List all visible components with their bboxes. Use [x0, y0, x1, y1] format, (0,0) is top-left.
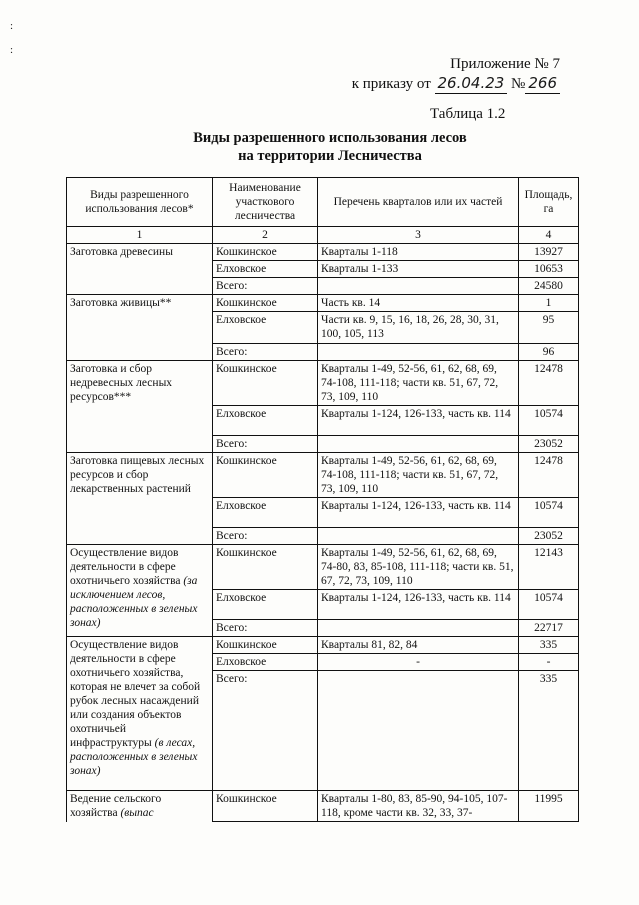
total-quarters-empty	[318, 620, 519, 637]
area-cell: 12478	[519, 453, 579, 498]
use-type-cell	[67, 244, 213, 295]
col-number: 4	[519, 227, 579, 244]
district-cell: Елховское	[213, 406, 318, 436]
total-label: Всего:	[213, 620, 318, 637]
quarters-cell: Часть кв. 14	[318, 295, 519, 312]
area-cell: 1	[519, 295, 579, 312]
header-row	[67, 178, 579, 227]
total-area: 96	[519, 344, 579, 361]
col-number: 2	[213, 227, 318, 244]
quarters-cell: -	[318, 654, 519, 671]
total-label: Всего:	[213, 278, 318, 295]
total-label: Всего:	[213, 436, 318, 453]
district-cell: Елховское	[213, 590, 318, 620]
use-type-cell	[67, 295, 213, 361]
table-body	[67, 244, 579, 822]
title-line-1: Виды разрешенного использования лесов	[193, 130, 467, 146]
use-type: Заготовка и сбор недревесных лесных ресурсов***	[70, 363, 173, 403]
table-label: Таблица 1.2	[430, 106, 506, 122]
use-type-note: (в лесах, расположенных в зеленых зонах)	[70, 737, 198, 777]
district-cell: Елховское	[213, 654, 318, 671]
appendix-label: Приложение № 7	[450, 56, 560, 72]
total-area: 335	[519, 671, 579, 791]
col-header-district: Наименование участкового лесничества	[213, 178, 318, 227]
use-type-cell	[67, 791, 213, 822]
total-quarters-empty	[318, 436, 519, 453]
area-cell: 12478	[519, 361, 579, 406]
use-type-cell	[67, 637, 213, 791]
quarters-cell: Кварталы 81, 82, 84	[318, 637, 519, 654]
title-line-2: на территории Лесничества	[238, 148, 422, 164]
col-header-use-type: Виды разрешенного использования лесов*	[67, 178, 213, 227]
table-row	[67, 545, 579, 590]
total-quarters-empty	[318, 344, 519, 361]
district-cell: Елховское	[213, 312, 318, 344]
total-area: 24580	[519, 278, 579, 295]
area-cell: 12143	[519, 545, 579, 590]
col-number: 1	[67, 227, 213, 244]
area-cell: 335	[519, 637, 579, 654]
area-cell: 10653	[519, 261, 579, 278]
total-quarters-empty	[318, 278, 519, 295]
use-type-cell	[67, 453, 213, 545]
col-header-area: Площадь, га	[519, 178, 579, 227]
use-type-cell	[67, 361, 213, 453]
district-cell: Кошкинское	[213, 637, 318, 654]
quarters-cell: Кварталы 1-118	[318, 244, 519, 261]
column-number-row	[67, 227, 579, 244]
table-row	[67, 244, 579, 261]
order-date: 26.04.23	[435, 74, 508, 94]
use-type-cell	[67, 545, 213, 637]
total-area: 22717	[519, 620, 579, 637]
district-cell: Кошкинское	[213, 545, 318, 590]
quarters-cell: Кварталы 1-124, 126-133, часть кв. 114	[318, 590, 519, 620]
quarters-cell: Кварталы 1-49, 52-56, 61, 62, 68, 69, 74-80, 83, 85-108, 111-118; части кв. 51, 67, 72, 73, 109, 110	[318, 545, 519, 590]
table-row	[67, 295, 579, 312]
total-area: 23052	[519, 528, 579, 545]
use-type-note: (за исключением лесов, расположенных в зеленых зонах)	[70, 575, 198, 629]
col-number: 3	[318, 227, 519, 244]
total-quarters-empty	[318, 528, 519, 545]
table-row	[67, 791, 579, 822]
district-cell: Елховское	[213, 261, 318, 278]
total-label: Всего:	[213, 528, 318, 545]
use-type: Заготовка древесины	[70, 246, 173, 258]
use-type: Осуществление видов деятельности в сфере охотничьего хозяйства, которая не влечет за собой рубок лесных насаждений или создания объектов охотничьей инфраструктуры	[70, 639, 201, 749]
area-cell: 95	[519, 312, 579, 344]
col-header-quarters: Перечень кварталов или их частей	[318, 178, 519, 227]
margin-mark: :	[10, 20, 14, 32]
district-cell: Кошкинское	[213, 791, 318, 822]
district-cell: Елховское	[213, 498, 318, 528]
total-quarters-empty	[318, 671, 519, 791]
quarters-cell: Кварталы 1-124, 126-133, часть кв. 114	[318, 498, 519, 528]
document-title	[100, 129, 560, 165]
area-cell: 10574	[519, 406, 579, 436]
total-label: Всего:	[213, 671, 318, 791]
area-cell: 10574	[519, 590, 579, 620]
use-type: Осуществление видов деятельности в сфере охотничьего хозяйства	[70, 547, 181, 587]
district-cell: Кошкинское	[213, 295, 318, 312]
quarters-cell: Части кв. 9, 15, 16, 18, 26, 28, 30, 31, 100, 105, 113	[318, 312, 519, 344]
area-cell: -	[519, 654, 579, 671]
total-label: Всего:	[213, 344, 318, 361]
quarters-cell: Кварталы 1-124, 126-133, часть кв. 114	[318, 406, 519, 436]
table-row	[67, 637, 579, 654]
use-type-note: (выпас	[120, 807, 154, 819]
district-cell: Кошкинское	[213, 244, 318, 261]
margin-mark: :	[10, 44, 14, 56]
use-type: Ведение сельского хозяйства	[70, 793, 162, 819]
forest-use-table	[66, 177, 579, 822]
total-area: 23052	[519, 436, 579, 453]
order-line	[300, 74, 560, 94]
quarters-cell: Кварталы 1-133	[318, 261, 519, 278]
area-cell: 10574	[519, 498, 579, 528]
quarters-cell: Кварталы 1-49, 52-56, 61, 62, 68, 69, 74-108, 111-118; части кв. 51, 67, 72, 73, 109, 110	[318, 361, 519, 406]
use-type: Заготовка пищевых лесных ресурсов и сбор лекарственных растений	[70, 455, 205, 495]
quarters-cell: Кварталы 1-49, 52-56, 61, 62, 68, 69, 74-108, 111-118; части кв. 51, 67, 72, 73, 109, 110	[318, 453, 519, 498]
order-prefix: к приказу от	[351, 76, 431, 92]
table-row	[67, 361, 579, 406]
district-cell: Кошкинское	[213, 453, 318, 498]
table-row	[67, 453, 579, 498]
area-cell: 11995	[519, 791, 579, 822]
order-number: 266	[525, 74, 560, 94]
district-cell: Кошкинское	[213, 361, 318, 406]
area-cell: 13927	[519, 244, 579, 261]
quarters-cell: Кварталы 1-80, 83, 85-90, 94-105, 107-118, кроме части кв. 32, 33, 37-	[318, 791, 519, 822]
order-number-label: №	[511, 76, 526, 92]
use-type: Заготовка живицы**	[70, 297, 172, 309]
